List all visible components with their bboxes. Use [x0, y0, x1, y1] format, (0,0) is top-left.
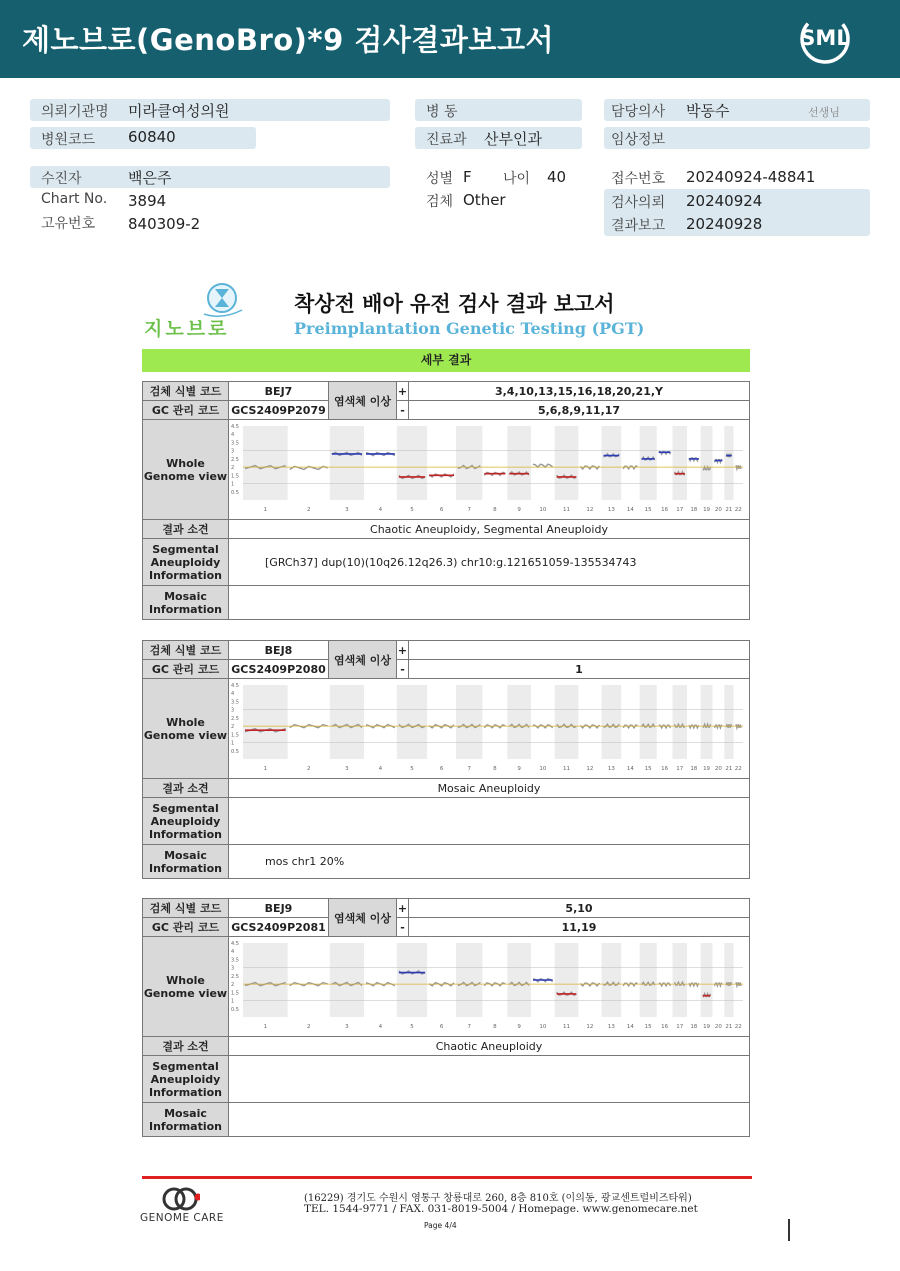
segmental-value: [GRCh37] dup(10)(10q26.12q26.3) chr10:g.121651059-135534743	[229, 539, 750, 586]
x-tick-label: 6	[439, 766, 444, 772]
y-tick-label: 2	[231, 465, 235, 472]
y-tick-label: 3.5	[231, 957, 239, 964]
x-tick-label: 3	[345, 1024, 349, 1030]
x-tick-label: 4	[378, 507, 383, 513]
age-value: 40	[547, 168, 567, 186]
genobro-logo: 지노브로	[142, 280, 252, 340]
specimen-id-label: 검체 식별 코드	[143, 382, 229, 401]
x-tick-label: 9	[517, 766, 521, 772]
x-tick-label: 21	[725, 766, 733, 772]
x-tick-label: 13	[607, 766, 615, 772]
y-tick-label: 1.5	[231, 990, 239, 997]
abnormality-label: 염색체 이상	[329, 382, 397, 420]
y-tick-label: 0.5	[231, 489, 239, 496]
copy-number-trace	[689, 725, 699, 728]
chromosome-band	[456, 685, 482, 759]
sex-label: 성별	[426, 171, 454, 187]
gain-chromosomes	[409, 641, 750, 660]
x-tick-label: 1	[263, 507, 268, 513]
department-label: 진료과	[426, 132, 467, 148]
sample-result-table	[142, 898, 750, 1137]
age-label: 나이	[503, 171, 531, 187]
x-tick-label: 17	[676, 1024, 684, 1030]
x-tick-label: 18	[690, 766, 698, 772]
x-tick-label: 17	[676, 507, 684, 513]
x-tick-label: 7	[467, 1024, 471, 1030]
chromosome-band	[243, 943, 288, 1017]
x-tick-label: 17	[676, 766, 684, 772]
specimen-id-value: BEJ8	[229, 641, 329, 660]
segmental-label: Segmental Aneuploidy Information	[143, 798, 229, 845]
sml-logo: SML	[798, 12, 852, 66]
x-tick-label: 22	[734, 766, 742, 772]
y-tick-label: 3	[231, 707, 235, 714]
y-tick-label: 3	[231, 965, 235, 972]
receipt-no-value: 20240924-48841	[686, 168, 816, 186]
hospital-code-value: 60840	[128, 128, 176, 146]
gain-chromosomes: 5,10	[409, 899, 750, 918]
department-value: 산부인과	[484, 130, 542, 148]
doctor-label: 담당의사	[611, 104, 666, 120]
chromosome-band	[555, 685, 579, 759]
x-tick-label: 2	[307, 1024, 311, 1030]
specimen-id-label: 검체 식별 코드	[143, 641, 229, 660]
chromosome-band	[507, 943, 531, 1017]
finding-value: Mosaic Aneuploidy	[229, 779, 750, 798]
y-tick-label: 4	[231, 691, 235, 698]
gc-code-value: GCS2409P2081	[229, 918, 329, 937]
text-cursor	[788, 1219, 790, 1241]
chromosome-band	[640, 426, 657, 500]
x-tick-label: 12	[586, 1024, 594, 1030]
x-tick-label: 4	[378, 1024, 383, 1030]
x-tick-label: 11	[563, 1024, 571, 1030]
x-tick-label: 11	[563, 507, 571, 513]
x-tick-label: 18	[690, 507, 698, 513]
x-tick-label: 1	[263, 1024, 268, 1030]
y-tick-label: 4.5	[231, 941, 239, 947]
copy-number-trace	[689, 983, 699, 986]
x-tick-label: 16	[661, 507, 669, 513]
chromosome-band	[555, 426, 579, 500]
y-tick-label: 2.5	[231, 973, 239, 980]
sample-result-table	[142, 640, 750, 879]
whole-genome-label: Whole Genome view	[143, 937, 229, 1037]
gc-code-label: GC 관리 코드	[143, 660, 229, 679]
y-tick-label: 3.5	[231, 440, 239, 447]
segmental-label: Segmental Aneuploidy Information	[143, 1056, 229, 1103]
gain-sign: +	[397, 382, 409, 401]
x-tick-label: 10	[539, 1024, 547, 1030]
chromosome-band	[601, 943, 621, 1017]
gc-code-value: GCS2409P2079	[229, 401, 329, 420]
specimen-value: Other	[463, 191, 506, 209]
sex-value: F	[463, 168, 472, 186]
mosaic-value	[229, 1103, 750, 1137]
chromosome-band	[701, 943, 713, 1017]
x-tick-label: 16	[661, 1024, 669, 1030]
finding-value: Chaotic Aneuploidy	[229, 1037, 750, 1056]
chromosome-band	[673, 426, 687, 500]
mosaic-value	[229, 586, 750, 620]
x-tick-label: 14	[626, 507, 634, 513]
chromosome-band	[330, 943, 364, 1017]
chart-no-label: Chart No.	[41, 191, 108, 207]
y-tick-label: 2	[231, 982, 235, 989]
x-tick-label: 9	[517, 507, 521, 513]
chromosome-band	[397, 943, 427, 1017]
loss-sign: -	[397, 918, 409, 937]
chromosome-band	[330, 685, 364, 759]
segmental-label: Segmental Aneuploidy Information	[143, 539, 229, 586]
loss-chromosomes: 11,19	[409, 918, 750, 937]
x-tick-label: 4	[378, 766, 383, 772]
unique-no-label: 고유번호	[41, 216, 96, 232]
x-tick-label: 20	[714, 766, 722, 772]
specimen-id-label: 검체 식별 코드	[143, 899, 229, 918]
report-header-bar	[0, 0, 900, 78]
chromosome-band	[243, 685, 288, 759]
specimen-id-value: BEJ9	[229, 899, 329, 918]
mosaic-label: Mosaic Information	[143, 845, 229, 879]
x-tick-label: 9	[517, 1024, 521, 1030]
pgt-title: 착상전 배아 유전 검사 결과 보고서	[294, 292, 615, 316]
x-tick-label: 2	[307, 507, 311, 513]
x-tick-label: 12	[586, 766, 594, 772]
report-date-label: 결과보고	[611, 218, 666, 234]
doctor-suffix: 선생님	[808, 106, 840, 119]
chromosome-band	[397, 426, 427, 500]
genome-plot	[229, 679, 749, 775]
loss-chromosomes: 5,6,8,9,11,17	[409, 401, 750, 420]
x-tick-label: 15	[644, 507, 652, 513]
finding-label: 결과 소견	[143, 520, 229, 539]
request-date-value: 20240924	[686, 192, 763, 210]
y-tick-label: 4.5	[231, 683, 239, 689]
genome-plot-cell	[229, 679, 750, 779]
x-tick-label: 3	[345, 507, 349, 513]
y-tick-label: 2	[231, 724, 235, 731]
chromosome-band	[507, 685, 531, 759]
chromosome-band	[507, 426, 531, 500]
gain-sign: +	[397, 641, 409, 660]
x-tick-label: 14	[626, 1024, 634, 1030]
request-date-label: 검사의뢰	[611, 195, 666, 211]
x-tick-label: 5	[410, 1024, 414, 1030]
chromosome-band	[640, 943, 657, 1017]
page-number: Page 4/4	[424, 1221, 457, 1230]
gain-sign: +	[397, 899, 409, 918]
chromosome-band	[243, 426, 288, 500]
x-tick-label: 5	[410, 766, 414, 772]
genome-plot-cell	[229, 937, 750, 1037]
x-tick-label: 21	[725, 507, 733, 513]
x-tick-label: 22	[734, 1024, 742, 1030]
abnormality-label: 염색체 이상	[329, 641, 397, 679]
report-title: 제노브로(GenoBro)*9 검사결과보고서	[22, 23, 554, 57]
x-tick-label: 14	[626, 766, 634, 772]
x-tick-label: 8	[493, 766, 497, 772]
segmental-value	[229, 798, 750, 845]
genome-plot	[229, 420, 749, 516]
y-tick-label: 2.5	[231, 456, 239, 463]
chromosome-band	[456, 943, 482, 1017]
gc-code-value: GCS2409P2080	[229, 660, 329, 679]
whole-genome-label: Whole Genome view	[143, 420, 229, 520]
x-tick-label: 6	[439, 1024, 444, 1030]
requesting-org-label: 의뢰기관명	[41, 104, 109, 120]
loss-chromosomes: 1	[409, 660, 750, 679]
footer-contact: TEL. 1544-9771 / FAX. 031-8019-5004 / Homepage. www.genomecare.net	[304, 1203, 698, 1215]
examinee-label: 수진자	[41, 171, 82, 187]
x-tick-label: 8	[493, 507, 497, 513]
chromosome-band	[555, 943, 579, 1017]
chromosome-band	[456, 426, 482, 500]
y-tick-label: 3	[231, 448, 235, 455]
chromosome-band	[397, 685, 427, 759]
chart-no-value: 3894	[128, 192, 167, 210]
x-tick-label: 15	[644, 766, 652, 772]
report-date-value: 20240928	[686, 215, 763, 233]
segmental-value	[229, 1056, 750, 1103]
y-tick-label: 2.5	[231, 715, 239, 722]
genome-plot-cell	[229, 420, 750, 520]
x-tick-label: 19	[703, 766, 711, 772]
y-tick-label: 1	[231, 481, 235, 488]
specimen-id-value: BEJ7	[229, 382, 329, 401]
x-tick-label: 7	[467, 507, 471, 513]
x-tick-label: 13	[607, 507, 615, 513]
detail-results-bar: 세부 결과	[142, 349, 750, 372]
y-tick-label: 0.5	[231, 1006, 239, 1013]
mosaic-value: mos chr1 20%	[229, 845, 750, 879]
sample-result-table	[142, 381, 750, 620]
pgt-subtitle: Preimplantation Genetic Testing (PGT)	[294, 319, 645, 338]
x-tick-label: 10	[539, 507, 547, 513]
x-tick-label: 3	[345, 766, 349, 772]
unique-no-value: 840309-2	[128, 215, 201, 233]
chromosome-band	[640, 685, 657, 759]
y-tick-label: 4	[231, 949, 235, 956]
x-tick-label: 22	[734, 507, 742, 513]
x-tick-label: 11	[563, 766, 571, 772]
y-tick-label: 1.5	[231, 473, 239, 480]
genome-plot	[229, 937, 749, 1033]
doctor-value: 박동수	[686, 102, 730, 120]
mosaic-label: Mosaic Information	[143, 1103, 229, 1137]
examinee-pill	[30, 166, 390, 188]
finding-label: 결과 소견	[143, 1037, 229, 1056]
x-tick-label: 15	[644, 1024, 652, 1030]
x-tick-label: 13	[607, 1024, 615, 1030]
x-tick-label: 5	[410, 507, 414, 513]
x-tick-label: 8	[493, 1024, 497, 1030]
footer-address: (16229) 경기도 수원시 영통구 창룡대로 260, 8층 810호 (이의동, 광교센트럴비즈타워)	[304, 1193, 692, 1204]
gc-code-label: GC 관리 코드	[143, 918, 229, 937]
hospital-code-label: 병원코드	[41, 132, 96, 148]
chromosome-band	[724, 685, 733, 759]
y-tick-label: 1	[231, 740, 235, 747]
examinee-value: 백은주	[128, 169, 172, 187]
abnormality-label: 염색체 이상	[329, 899, 397, 937]
chromosome-band	[330, 426, 364, 500]
chromosome-band	[673, 685, 687, 759]
clinical-info-label: 임상정보	[611, 132, 666, 148]
x-tick-label: 7	[467, 766, 471, 772]
y-tick-label: 1.5	[231, 732, 239, 739]
gain-chromosomes: 3,4,10,13,15,16,18,20,21,Y	[409, 382, 750, 401]
chromosome-band	[673, 943, 687, 1017]
specimen-label: 검체	[426, 194, 454, 210]
x-tick-label: 20	[714, 507, 722, 513]
x-tick-label: 1	[263, 766, 268, 772]
y-tick-label: 3.5	[231, 699, 239, 706]
loss-sign: -	[397, 660, 409, 679]
x-tick-label: 20	[714, 1024, 722, 1030]
x-tick-label: 16	[661, 766, 669, 772]
x-tick-label: 19	[703, 1024, 711, 1030]
y-tick-label: 4	[231, 432, 235, 439]
y-tick-label: 4.5	[231, 424, 239, 430]
gc-code-label: GC 관리 코드	[143, 401, 229, 420]
y-tick-label: 0.5	[231, 748, 239, 755]
chromosome-band	[601, 685, 621, 759]
whole-genome-label: Whole Genome view	[143, 679, 229, 779]
ward-label: 병 동	[426, 104, 458, 120]
x-tick-label: 18	[690, 1024, 698, 1030]
finding-label: 결과 소견	[143, 779, 229, 798]
chromosome-band	[724, 426, 733, 500]
y-tick-label: 1	[231, 998, 235, 1005]
requesting-org-value: 미라클여성의원	[128, 102, 230, 120]
receipt-no-label: 접수번호	[611, 171, 666, 187]
footer-divider	[142, 1176, 752, 1179]
x-tick-label: 10	[539, 766, 547, 772]
mosaic-label: Mosaic Information	[143, 586, 229, 620]
finding-value: Chaotic Aneuploidy, Segmental Aneuploidy	[229, 520, 750, 539]
genome-care-logo: GENOME CARE	[140, 1186, 230, 1228]
x-tick-label: 2	[307, 766, 311, 772]
chromosome-band	[724, 943, 733, 1017]
loss-sign: -	[397, 401, 409, 420]
chromosome-band	[601, 426, 621, 500]
x-tick-label: 21	[725, 1024, 733, 1030]
x-tick-label: 12	[586, 507, 594, 513]
chromosome-band	[701, 426, 713, 500]
x-tick-label: 6	[439, 507, 444, 513]
chromosome-band	[701, 685, 713, 759]
x-tick-label: 19	[703, 507, 711, 513]
